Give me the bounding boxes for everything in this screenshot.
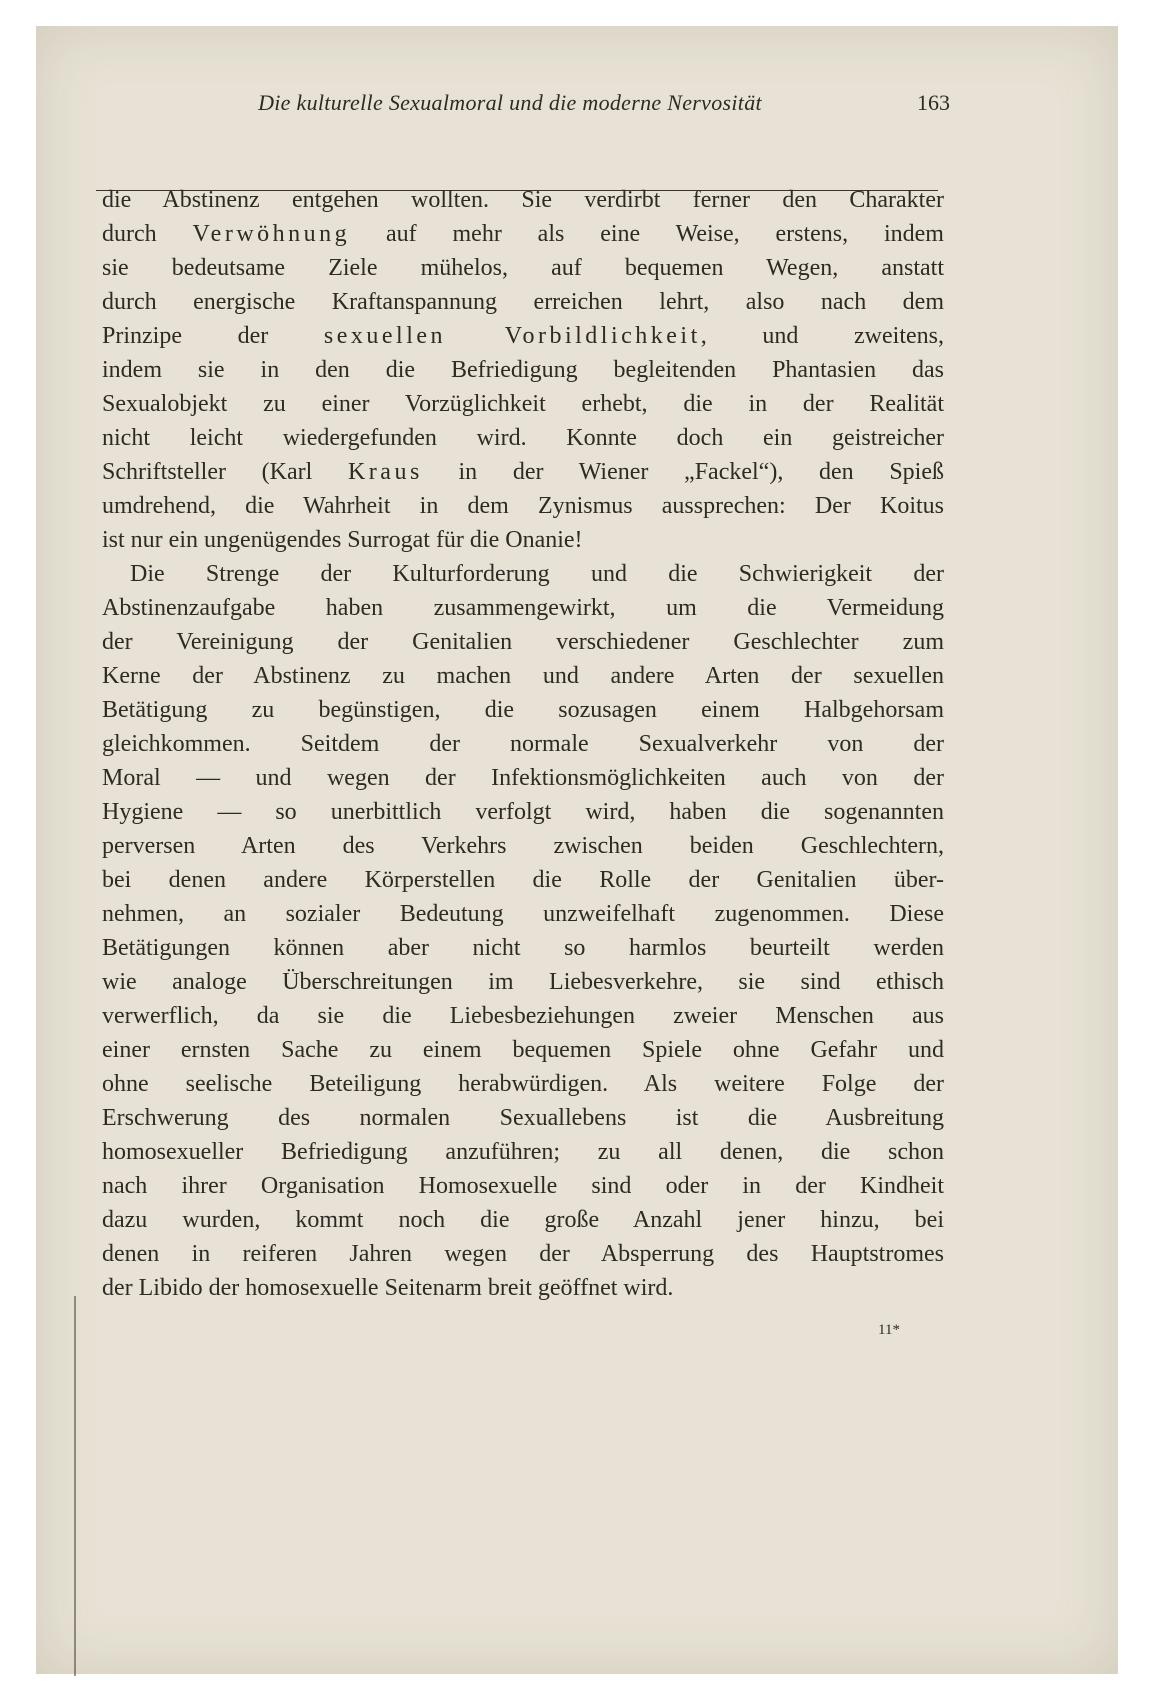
text-line: sie bedeutsame Ziele mühelos, auf bequemen Wegen, anstatt (102, 255, 944, 281)
text-line: ohne seelische Beteiligung herabwürdigen. Als weitere Folge der (102, 1071, 944, 1097)
text-line: Erschwerung des normalen Sexuallebens ist die Ausbreitung (102, 1105, 944, 1131)
running-title: Die kulturelle Sexualmoral und die moderne Nervosität (258, 90, 762, 115)
text-line: Hygiene — so unerbittlich verfolgt wird, haben die sogenannten (102, 799, 944, 825)
text-line-paragraph-end: ist nur ein ungenügendes Surrogat für die Onanie! (102, 527, 583, 553)
text-line: Schriftsteller (Karl Kraus in der Wiener „Fackel“), den Spieß (102, 459, 944, 485)
sheet-signature-mark: 11* (878, 1322, 900, 1338)
emphasis-spaced: sexuellen Vorbildlichkeit (323, 323, 701, 349)
text-line: Prinzipe der sexuellen Vorbildlichkeit, und zweitens, (102, 323, 944, 349)
text-line: verwerflich, da sie die Liebesbeziehungen zweier Menschen aus (102, 1003, 944, 1029)
text-line: Abstinenzaufgabe haben zusammengewirkt, um die Vermeidung (102, 595, 944, 621)
text-line: Kerne der Abstinenz zu machen und andere Arten der sexuellen (102, 663, 944, 689)
text-line: die Abstinenz entgehen wollten. Sie verdirbt ferner den Charakter (102, 187, 944, 213)
text-line-paragraph-start: Die Strenge der Kulturforderung und die Schwierigkeit der (130, 561, 944, 587)
text-line: Moral — und wegen der Infektionsmöglichkeiten auch von der (102, 765, 944, 791)
text-line: der Vereinigung der Genitalien verschiedener Geschlechter zum (102, 629, 944, 655)
text-line: denen in reiferen Jahren wegen der Absperrung des Hauptstromes (102, 1241, 944, 1267)
text-line: durch energische Kraftanspannung erreichen lehrt, also nach dem (102, 289, 944, 315)
body-text (102, 183, 944, 1305)
text-line: nach ihrer Organisation Homosexuelle sind oder in der Kindheit (102, 1173, 944, 1199)
emphasis-spaced: Kraus (347, 459, 423, 485)
text-line-paragraph-end: der Libido der homosexuelle Seitenarm breit geöffnet wird. (102, 1275, 674, 1301)
text-line: Sexualobjekt zu einer Vorzüglichkeit erhebt, die in der Realität (102, 391, 944, 417)
page-number: 163 (917, 90, 950, 115)
text-line: homosexueller Befriedigung anzuführen; zu all denen, die schon (102, 1139, 944, 1165)
text-line: umdrehend, die Wahrheit in dem Zynismus aussprechen: Der Koitus (102, 493, 944, 519)
text-line: durch Verwöhnung auf mehr als eine Weise, erstens, indem (102, 221, 944, 247)
text-line: nicht leicht wiedergefunden wird. Konnte doch ein geistreicher (102, 425, 944, 451)
text-line: dazu wurden, kommt noch die große Anzahl jener hinzu, bei (102, 1207, 944, 1233)
text-line: bei denen andere Körperstellen die Rolle der Genitalien über- (102, 867, 944, 893)
text-line: nehmen, an sozialer Bedeutung unzweifelhaft zugenommen. Diese (102, 901, 944, 927)
text-line: einer ernsten Sache zu einem bequemen Spiele ohne Gefahr und (102, 1037, 944, 1063)
text-line: wie analoge Überschreitungen im Liebesverkehre, sie sind ethisch (102, 969, 944, 995)
text-line: indem sie in den die Befriedigung begleitenden Phantasien das (102, 357, 944, 383)
text-line: Betätigung zu begünstigen, die sozusagen einem Halbgehorsam (102, 697, 944, 723)
text-line: gleichkommen. Seitdem der normale Sexualverkehr von der (102, 731, 944, 757)
text-line: perversen Arten des Verkehrs zwischen beiden Geschlechtern, (102, 833, 944, 859)
text-line: Betätigungen können aber nicht so harmlos beurteilt werden (102, 935, 944, 961)
emphasis-spaced: Verwöhnung (192, 221, 351, 247)
spine-shadow-mark (74, 1296, 76, 1676)
running-head (150, 82, 950, 122)
